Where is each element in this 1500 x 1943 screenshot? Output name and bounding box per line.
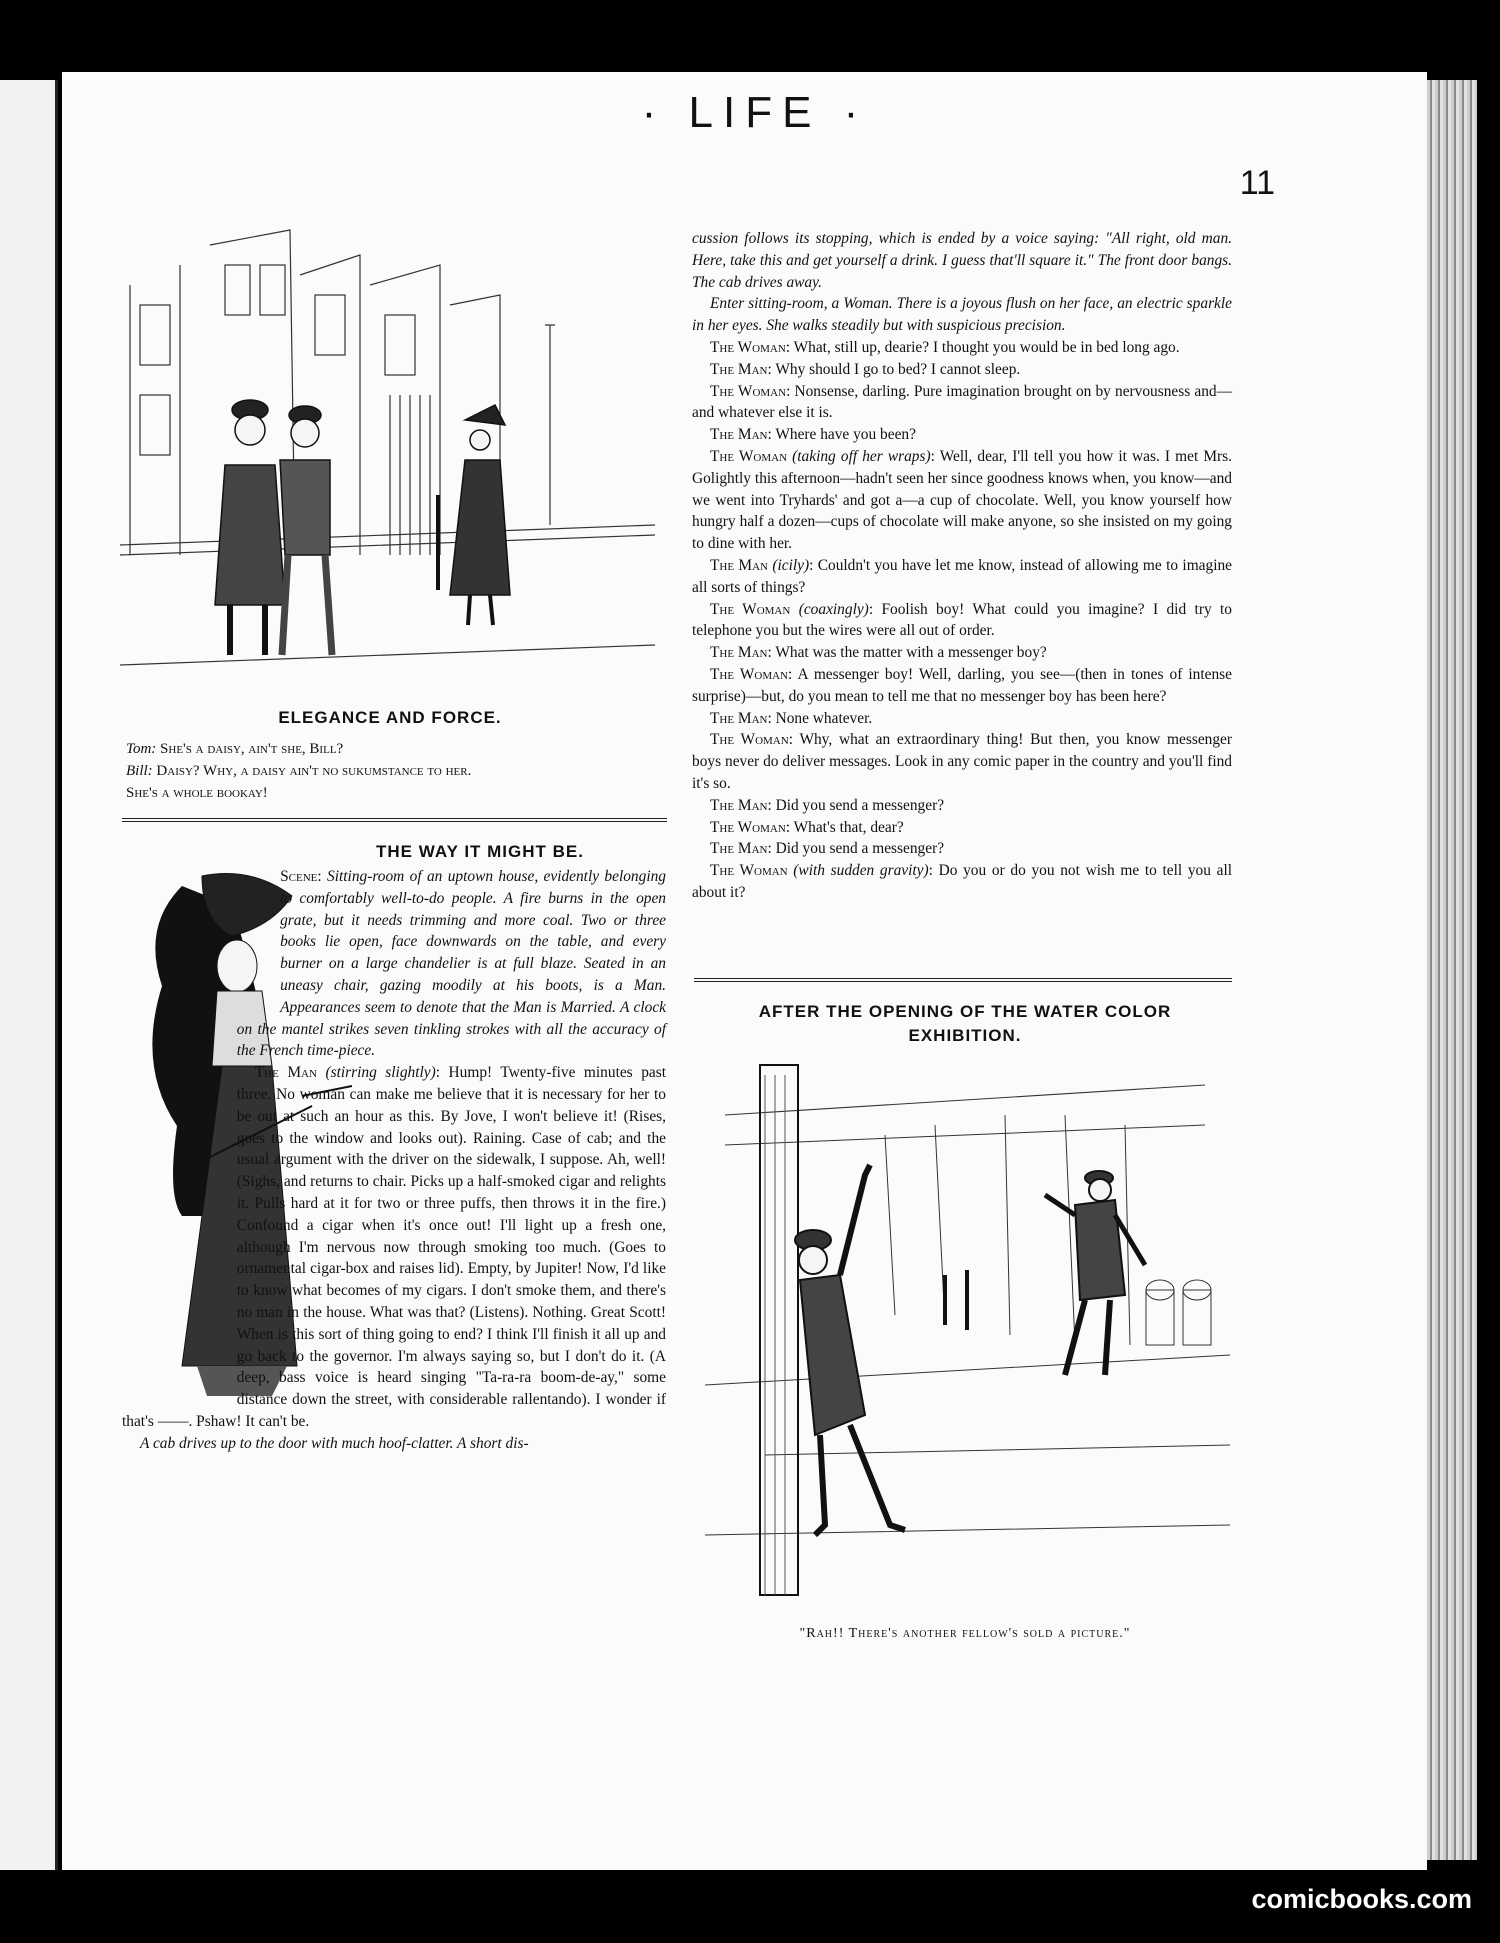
masthead-title: · LIFE · <box>641 88 869 137</box>
stage-direction-stirring: (stirring slightly) <box>316 1064 436 1082</box>
bill-text: Daisy? Why, a daisy ain't no sukumstance to her. <box>152 763 472 779</box>
water-color-cartoon-illustration <box>705 1055 1230 1610</box>
dialogue-speaker: The Woman <box>710 731 789 749</box>
discussion-text: cussion follows its stopping, which is ended by a voice saying: "All right, old man. Here, take this and get yourself a drink. I guess that'll square it." The front door bangs. The cab drives away. <box>692 230 1232 291</box>
dialogue-line <box>692 860 1232 904</box>
story-column-left <box>122 866 666 1455</box>
dialogue-text: : Did you send a messenger? <box>767 796 945 814</box>
dialogue-text: : What's that, dear? <box>785 818 904 836</box>
scene-directions: Sitting-room of an uptown house, evidently belonging to comfortably well-to-do people. A fire burns in the open grate, but it needs trimming and more coal. Two or three books lie open, face downwards on the table, and every burner on a large chandelier is at full blaze. Seated in an uneasy chair, gazing moodily at his boots, is a Man. Appearances seem to denote that the Man is Married. A clock on the mantel strikes seven tinkling strokes with all the accuracy of the French time-piece. <box>236 868 666 1060</box>
dialogue-line <box>692 642 1232 664</box>
dialogue-line <box>692 424 1232 446</box>
dialogue-line <box>692 795 1232 817</box>
story-column-right <box>692 228 1232 904</box>
dialogue-text: : Why should I go to bed? I cannot sleep. <box>767 360 1021 378</box>
dialogue-line <box>692 337 1232 359</box>
dialogue-line <box>692 555 1232 599</box>
left-page-edge <box>0 80 58 1870</box>
cartoon1-line-tom <box>126 738 666 760</box>
dialogue-speaker: The Man <box>710 796 768 814</box>
dialogue-speaker: The Man <box>710 556 768 574</box>
story-title: THE WAY IT MIGHT BE. <box>376 842 584 861</box>
dialogue-line <box>692 817 1232 839</box>
monologue-text: : Hump! Twenty-five minutes past three. No woman can make me believe that it is necessary for her to be out at such an hour as this. By Jove, I won't believe it! (Rises, goes to the window and looks out). Raining. Case of cab; and the usual argument with the driver on the sidewalk, I suppose. Ah, well! (Sighs, and returns to chair. Picks up a half-smoked cigar and relights it. Pulls hard at it for two or three puffs, then throws it in the fire.) Confound a cigar when it's once out! I'll light up a fresh one, although I'm nervous now through smoking too much. (Goes to ornamental cigar-box and raises lid). Empty, by Jupiter! Now, I'd like to know what becomes of my cigars. I don't smoke them, and there's no man in the house. What was that? (Listens). Nothing. Great Scott! When is this sort of thing going to end? I think I'll finish it all up and go back to the governor. I'm always saying so, but I don't do it. (A deep, bass voice is heard singing "Ta-ra-ra boom-de-ay," some distance down the street, with considerable rallentando). I wonder if that's ——. Pshaw! It can't be. <box>122 1064 666 1430</box>
dialogue-text: : What, still up, dearie? I thought you would be in bed long ago. <box>785 338 1180 356</box>
street-scene-illustration <box>120 225 655 680</box>
dialogue-line <box>692 599 1232 643</box>
dialogue-line <box>692 838 1232 860</box>
scene-label: Scene: <box>280 868 322 885</box>
dialogue-stage-direction: (coaxingly) <box>790 600 869 618</box>
dialogue-line <box>692 729 1232 794</box>
dialogue-speaker: The Woman <box>710 447 788 465</box>
dialogue-line <box>692 381 1232 425</box>
dialogue-line <box>692 446 1232 555</box>
cab-arrives-paragraph <box>122 1433 666 1455</box>
dialogue-speaker: The Man <box>710 360 768 378</box>
dialogue-speaker: The Woman <box>710 665 788 683</box>
section-divider-left <box>122 818 667 822</box>
dialogue-list <box>692 337 1232 904</box>
dialogue-speaker: The Man <box>710 840 768 858</box>
dialogue-line <box>692 708 1232 730</box>
page-stack-edge <box>1427 80 1477 1860</box>
dialogue-text: : Foolish boy! What could you imagine? I did try to telephone you but the wires were all out of order. <box>692 600 1233 640</box>
speaker-the-man: The Man <box>254 1064 317 1082</box>
dialogue-text: : Well, dear, I'll tell you how it was. I met Mrs. Golightly this afternoon—hadn't seen her since goodness knows when, you know—and we went into Tryhards' and got a—a cup of chocolate. Well, you know yourself how hungry half a dozen—cups of chocolate will make anyone, so she insisted on my going to dine with her. <box>692 447 1232 553</box>
page-number: 11 <box>1239 164 1275 202</box>
dialogue-text: : Do you or do you not wish me to tell you all about it? <box>692 862 1232 901</box>
dialogue-stage-direction: (with sudden gravity) <box>787 862 929 880</box>
dialogue-speaker: The Woman <box>710 600 791 618</box>
dialogue-speaker: The Woman <box>710 818 786 836</box>
enter-woman-paragraph <box>692 293 1232 337</box>
dialogue-text: : Couldn't you have let me know, instead of allowing me to imagine all sorts of things? <box>692 556 1232 596</box>
dialogue-text: : What was the matter with a messenger boy? <box>767 644 1047 662</box>
dialogue-speaker: The Man <box>710 709 768 727</box>
cartoon1-line-bookay: She's a whole bookay! <box>126 785 268 801</box>
cartoon1-line-bill <box>126 760 666 782</box>
dialogue-speaker: The Woman <box>710 382 787 400</box>
dialogue-text: : Did you send a messenger? <box>767 840 945 858</box>
tom-text: She's a daisy, ain't she, Bill? <box>156 741 344 757</box>
dialogue-text: : Nonsense, darling. Pure imagination brought on by nervousness and—and whatever else it is. <box>692 382 1232 422</box>
cab-arrives-text: A cab drives up to the door with much hoof-clatter. A short dis- <box>140 1434 529 1452</box>
dialogue-text: : None whatever. <box>767 709 873 727</box>
dialogue-speaker: The Man <box>710 426 768 444</box>
dialogue-speaker: The Woman <box>710 862 788 880</box>
lamp-post-drawing <box>705 1055 1230 1610</box>
dialogue-text: : A messenger boy! Well, darling, you see—(then in tones of intense surprise)—but, do you mean to tell me that no messenger boy has been here? <box>692 665 1232 705</box>
cartoon2-caption: "Rah!! There's another fellow's sold a picture." <box>799 1626 1131 1641</box>
dialogue-speaker: The Man <box>710 644 768 662</box>
dialogue-stage-direction: (taking off her wraps) <box>787 447 931 465</box>
dialogue-text: : Where have you been? <box>767 426 916 444</box>
dialogue-speaker: The Woman <box>710 338 786 356</box>
dialogue-stage-direction: (icily) <box>768 556 810 574</box>
speaker-bill: Bill: <box>126 763 153 779</box>
speaker-tom: Tom: <box>126 741 157 757</box>
dialogue-text: : Why, what an extraordinary thing! But then, you know messenger boys never do deliver messages. Look in any comic paper in the country and you'll find it's so. <box>692 731 1232 792</box>
enter-woman-text: Enter sitting-room, a Woman. There is a joyous flush on her face, an electric sparkle in her eyes. She walks steadily but with suspicious precision. <box>692 295 1232 335</box>
discussion-paragraph <box>692 228 1232 293</box>
street-scene-drawing <box>120 225 655 680</box>
cartoon2-title: AFTER THE OPENING OF THE WATER COLOR EXHIBITION. <box>758 1002 1172 1045</box>
dialogue-line <box>692 664 1232 708</box>
cartoon1-title: ELEGANCE AND FORCE. <box>278 708 502 727</box>
dialogue-line <box>692 359 1232 381</box>
site-watermark: comicbooks.com <box>1251 1884 1472 1914</box>
section-divider-right <box>694 978 1232 982</box>
